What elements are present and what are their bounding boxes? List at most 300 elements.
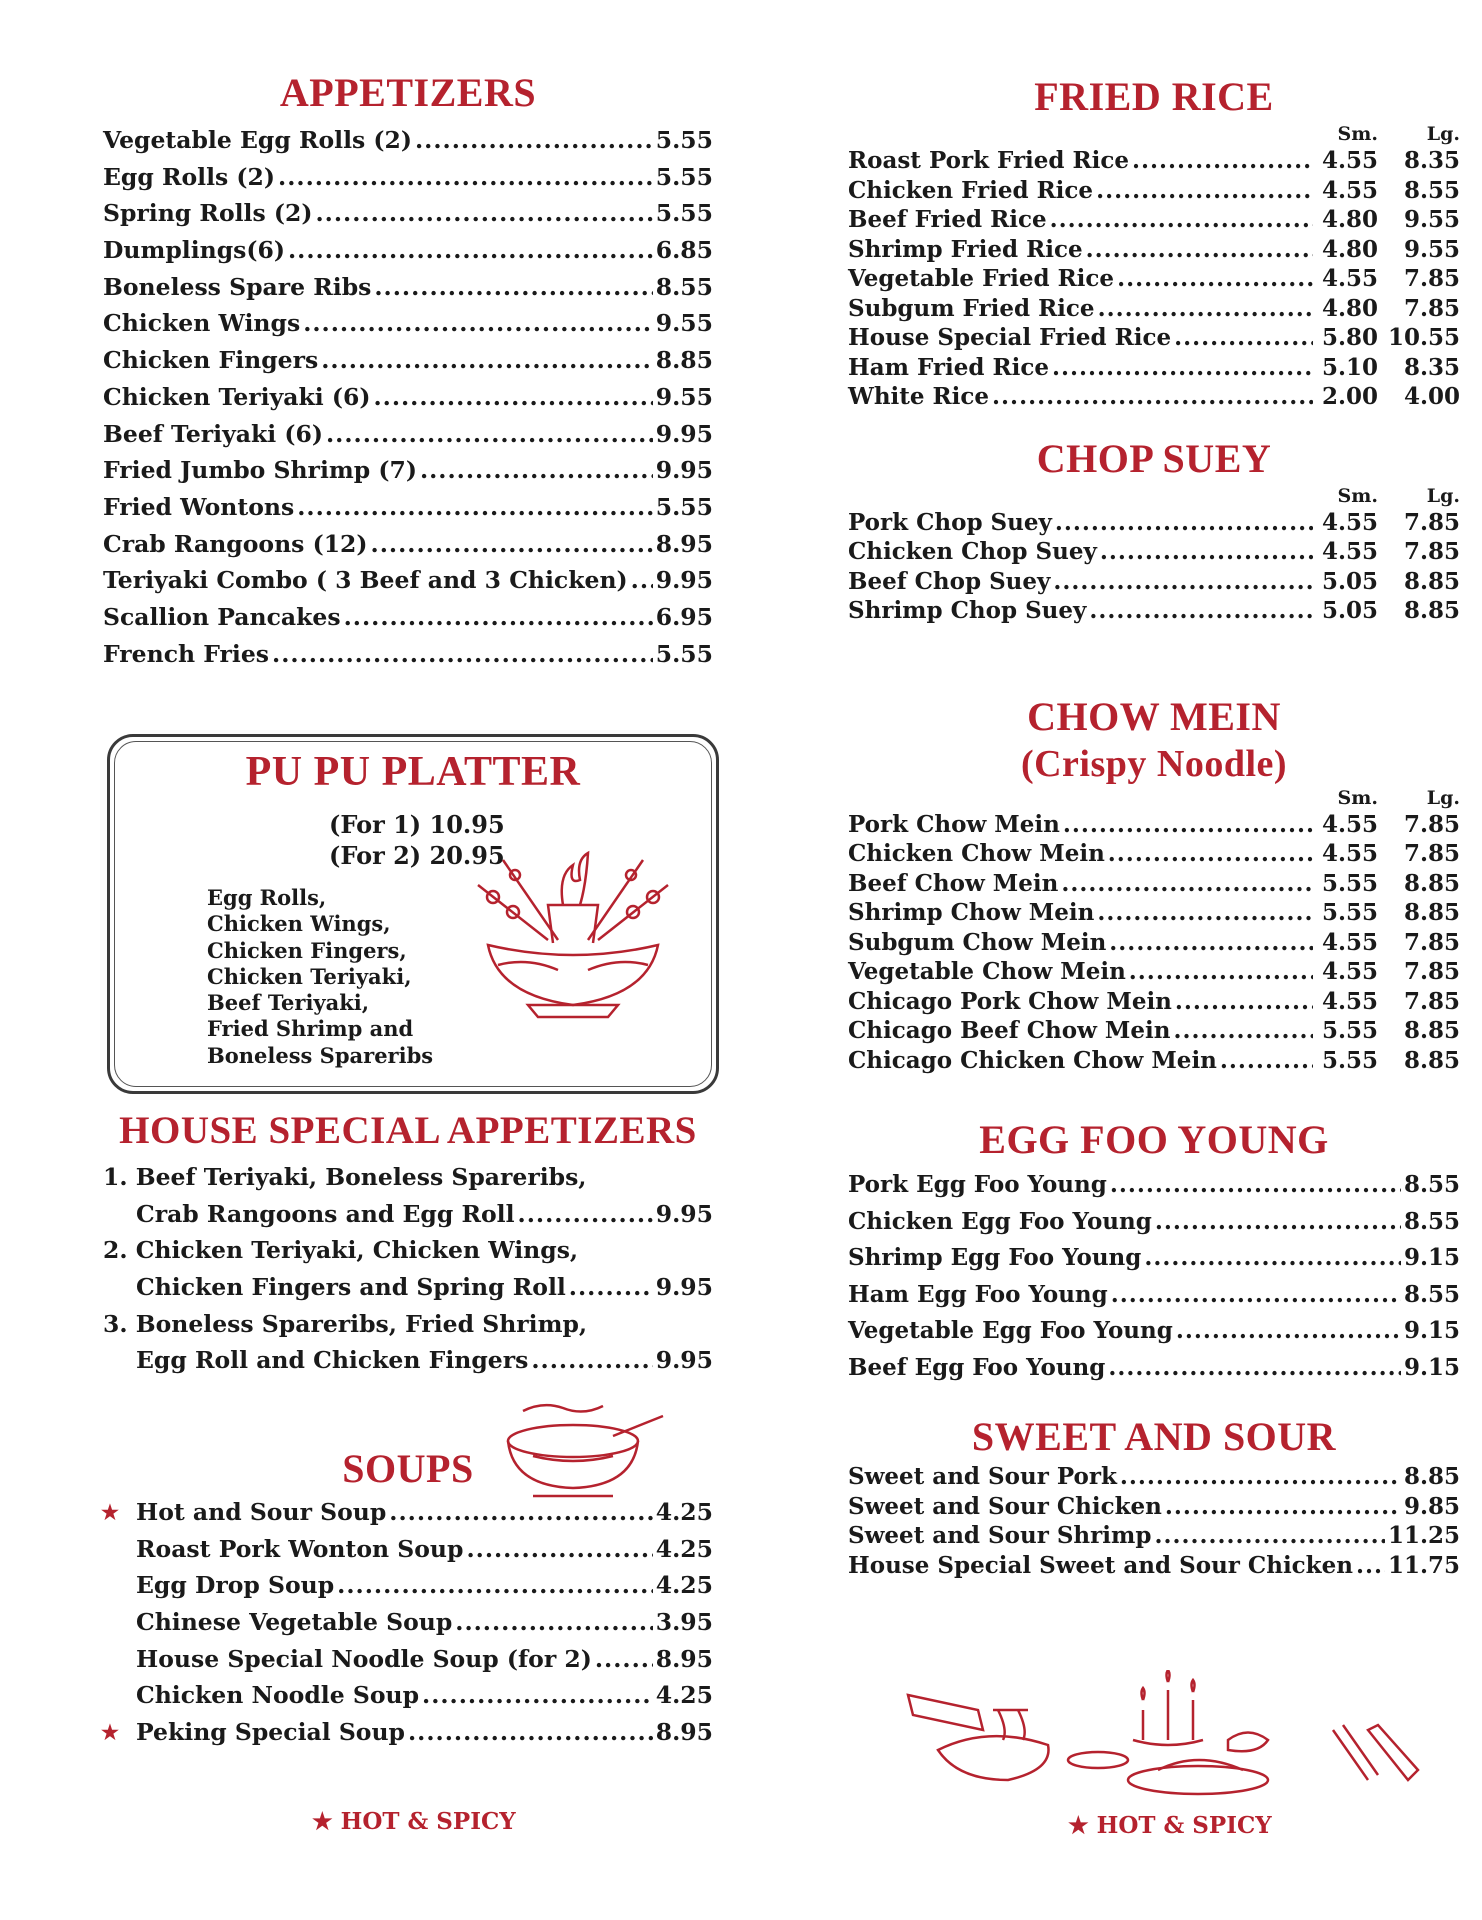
item-name: Sweet and Sour Chicken bbox=[848, 1492, 1162, 1520]
menu-item-row bbox=[848, 957, 1460, 987]
menu-item-row bbox=[848, 1204, 1460, 1241]
item-name bbox=[103, 1641, 592, 1678]
menu-item-row bbox=[848, 1551, 1460, 1581]
item-price-large: 8.85 bbox=[1403, 597, 1460, 624]
item-name: Shrimp Chow Mein bbox=[848, 899, 1095, 926]
hot-spicy-star-icon: ★ bbox=[101, 1500, 119, 1524]
item-name: Sweet and Sour Shrimp bbox=[848, 1522, 1152, 1549]
fried-rice-list bbox=[848, 146, 1460, 412]
dot-leader bbox=[518, 1196, 653, 1233]
dot-leader bbox=[1055, 508, 1313, 538]
pupu-include-item: Fried Shrimp and bbox=[207, 1016, 414, 1042]
item-price-small: 4.55 bbox=[1321, 958, 1378, 985]
dot-leader bbox=[1220, 1046, 1313, 1076]
menu-item-row bbox=[103, 1531, 713, 1568]
appetizers-list bbox=[103, 122, 713, 672]
size-lg-label: Lg. bbox=[1426, 123, 1460, 145]
dot-leader bbox=[422, 1677, 653, 1714]
item-price: 6.95 bbox=[655, 602, 713, 631]
size-sm-label: Sm. bbox=[1337, 786, 1378, 809]
item-price-small: 4.55 bbox=[1321, 176, 1378, 204]
size-sm-label: Sm. bbox=[1337, 123, 1378, 145]
pupu-price-for-2: (For 2) 20.95 bbox=[329, 841, 505, 870]
menu-item-row bbox=[103, 562, 713, 599]
menu-item-row bbox=[848, 235, 1460, 265]
house-special-list bbox=[103, 1159, 713, 1379]
menu-item-row bbox=[103, 489, 713, 526]
item-name-text: House Special Noodle Soup (for 2) bbox=[136, 1644, 592, 1673]
soups-section bbox=[103, 1396, 713, 1751]
item-name: Dumplings(6) bbox=[103, 236, 285, 265]
menu-item-row bbox=[848, 537, 1460, 567]
item-price: 3.95 bbox=[655, 1608, 713, 1637]
item-price: 9.85 bbox=[1403, 1492, 1460, 1520]
item-price-large: 8.85 bbox=[1403, 1046, 1460, 1074]
menu-item-row bbox=[848, 1521, 1460, 1551]
item-name: Chicken Fried Rice bbox=[848, 176, 1094, 204]
item-name bbox=[103, 1604, 452, 1641]
dot-leader bbox=[1097, 898, 1313, 928]
item-price-small: 4.55 bbox=[1321, 508, 1378, 536]
dot-leader bbox=[1165, 1492, 1401, 1522]
item-name: House Special Sweet and Sour Chicken bbox=[848, 1551, 1353, 1579]
menu-item-row bbox=[103, 232, 713, 269]
dot-leader bbox=[1061, 869, 1313, 899]
item-price: 9.95 bbox=[655, 1346, 713, 1375]
item-price-large: 8.35 bbox=[1403, 353, 1460, 381]
item-name: Ham Fried Rice bbox=[848, 353, 1049, 381]
house-special-item bbox=[103, 1196, 713, 1233]
pupu-platter-title: PU PU PLATTER bbox=[245, 749, 581, 795]
item-price: 8.85 bbox=[655, 346, 713, 375]
item-price: 8.95 bbox=[655, 1718, 713, 1747]
chow-mein-list bbox=[848, 810, 1460, 1076]
item-name: Shrimp Chop Suey bbox=[848, 597, 1087, 624]
dot-leader bbox=[344, 599, 653, 636]
menu-item-row bbox=[848, 810, 1460, 840]
soups-list bbox=[103, 1494, 713, 1751]
item-price: 11.25 bbox=[1387, 1522, 1460, 1549]
item-name: Ham Egg Foo Young bbox=[848, 1280, 1108, 1308]
item-name: Egg Roll and Chicken Fingers bbox=[136, 1346, 529, 1375]
item-price-large: 7.85 bbox=[1403, 958, 1460, 985]
hot-spicy-legend-left: ★ HOT & SPICY bbox=[312, 1808, 516, 1835]
item-name: Vegetable Egg Rolls (2) bbox=[103, 126, 412, 154]
menu-item-row bbox=[103, 122, 713, 159]
item-price: 8.95 bbox=[655, 529, 713, 558]
item-price-large: 9.55 bbox=[1403, 235, 1460, 263]
item-price-large: 7.85 bbox=[1403, 987, 1460, 1015]
house-special-item bbox=[103, 1342, 713, 1379]
item-name: Fried Wontons bbox=[103, 492, 295, 521]
item-name: Chicken Chop Suey bbox=[848, 538, 1097, 565]
item-price: 4.25 bbox=[655, 1534, 713, 1563]
dot-leader bbox=[1173, 1016, 1313, 1046]
dot-leader bbox=[315, 195, 652, 232]
item-price-small: 5.05 bbox=[1321, 597, 1378, 624]
pupu-includes bbox=[207, 885, 433, 1069]
item-price: 8.55 bbox=[1403, 1207, 1460, 1235]
menu-item-row bbox=[848, 1016, 1460, 1046]
item-price: 11.75 bbox=[1387, 1551, 1460, 1579]
item-price-large: 7.85 bbox=[1403, 294, 1460, 322]
dot-leader bbox=[1108, 839, 1313, 869]
item-name: Shrimp Egg Foo Young bbox=[848, 1244, 1142, 1271]
item-price-small: 4.80 bbox=[1321, 206, 1378, 233]
item-price-small: 4.80 bbox=[1321, 294, 1378, 322]
left-column bbox=[103, 68, 713, 672]
item-price: 9.15 bbox=[1403, 1244, 1460, 1271]
item-name: Roast Pork Fried Rice bbox=[848, 147, 1130, 174]
item-name: Pork Egg Foo Young bbox=[848, 1171, 1107, 1198]
house-special-section bbox=[103, 1106, 713, 1379]
item-name: Beef Fried Rice bbox=[848, 206, 1047, 233]
menu-item-row bbox=[848, 567, 1460, 597]
house-special-item bbox=[103, 1269, 713, 1306]
item-price-small: 5.05 bbox=[1321, 567, 1378, 595]
sweet-sour-list bbox=[848, 1462, 1460, 1580]
house-special-item-line1: 1. Beef Teriyaki, Boneless Spareribs, bbox=[103, 1163, 587, 1191]
item-price-small: 4.55 bbox=[1321, 538, 1378, 565]
item-price-large: 7.85 bbox=[1403, 508, 1460, 536]
menu-item-row bbox=[103, 342, 713, 379]
item-name bbox=[103, 1494, 386, 1531]
dot-leader bbox=[631, 562, 653, 599]
item-price-large: 8.85 bbox=[1403, 869, 1460, 897]
menu-item-row bbox=[848, 1313, 1460, 1350]
menu-item-row bbox=[848, 869, 1460, 899]
item-name-text: Chicken Noodle Soup bbox=[136, 1681, 420, 1710]
pupu-include-item: Beef Teriyaki, bbox=[207, 990, 370, 1016]
item-price-small: 4.55 bbox=[1321, 928, 1378, 956]
dot-leader bbox=[1053, 567, 1313, 597]
dot-leader bbox=[1117, 264, 1313, 294]
dot-leader bbox=[1110, 1167, 1401, 1204]
item-name: Vegetable Fried Rice bbox=[848, 265, 1115, 292]
item-name bbox=[103, 1567, 334, 1604]
item-name bbox=[103, 1714, 405, 1751]
item-name: Chicken Teriyaki (6) bbox=[103, 382, 371, 411]
dot-leader bbox=[1100, 537, 1313, 567]
egg-foo-young-list bbox=[848, 1167, 1460, 1386]
pupu-include-item: Egg Rolls, bbox=[207, 885, 327, 910]
item-price-small: 4.55 bbox=[1321, 147, 1378, 174]
item-price: 9.95 bbox=[655, 1199, 713, 1228]
item-name: Subgum Fried Rice bbox=[848, 294, 1095, 322]
item-name: Fried Jumbo Shrimp (7) bbox=[103, 456, 417, 485]
chow-mein-subtitle: (Crispy Noodle) bbox=[1020, 742, 1288, 785]
dot-leader bbox=[1050, 205, 1313, 235]
item-name: Shrimp Fried Rice bbox=[848, 235, 1083, 263]
dot-leader bbox=[595, 1641, 653, 1678]
item-name: Chicken Wings bbox=[103, 309, 301, 338]
dot-leader bbox=[272, 636, 653, 673]
menu-item-row bbox=[848, 1492, 1460, 1522]
dot-leader bbox=[1174, 323, 1313, 353]
menu-item-row bbox=[848, 508, 1460, 538]
house-special-item-line1: 2. Chicken Teriyaki, Chicken Wings, bbox=[103, 1236, 579, 1265]
item-name: Pork Chop Suey bbox=[848, 508, 1052, 536]
menu-item-row bbox=[848, 928, 1460, 958]
menu-item-row bbox=[848, 1240, 1460, 1277]
item-price-large: 8.35 bbox=[1403, 147, 1460, 174]
menu-item-row bbox=[103, 305, 713, 342]
item-price-small: 5.10 bbox=[1321, 353, 1378, 381]
dot-leader bbox=[288, 232, 653, 269]
menu-item-row bbox=[103, 379, 713, 416]
item-name: House Special Fried Rice bbox=[848, 324, 1172, 351]
item-name: Egg Rolls (2) bbox=[103, 162, 276, 191]
chop-suey-list bbox=[848, 508, 1460, 626]
dot-leader bbox=[1129, 957, 1313, 987]
dot-leader bbox=[1120, 1462, 1401, 1492]
item-name-text: Egg Drop Soup bbox=[136, 1571, 335, 1600]
item-price-small: 4.80 bbox=[1321, 235, 1378, 263]
item-price-large: 4.00 bbox=[1403, 383, 1460, 410]
item-price-large: 8.85 bbox=[1403, 567, 1460, 595]
item-name: Crab Rangoons (12) bbox=[103, 529, 368, 558]
item-name-text: Hot and Sour Soup bbox=[136, 1498, 387, 1526]
dot-leader bbox=[303, 305, 653, 342]
dot-leader bbox=[1111, 1277, 1401, 1314]
dining-table-illustration bbox=[898, 1670, 1428, 1800]
size-sm-label: Sm. bbox=[1337, 484, 1378, 507]
egg-foo-young-title: EGG FOO YOUNG bbox=[979, 1117, 1329, 1162]
dot-leader bbox=[531, 1342, 652, 1379]
item-name bbox=[103, 1531, 463, 1568]
menu-item-row bbox=[103, 452, 713, 489]
dot-leader bbox=[374, 269, 652, 306]
menu-item-row bbox=[848, 146, 1460, 176]
item-price-large: 7.85 bbox=[1403, 538, 1460, 565]
item-price-small: 2.00 bbox=[1321, 383, 1378, 410]
dot-leader bbox=[408, 1714, 653, 1751]
dot-leader bbox=[1108, 1350, 1401, 1387]
dot-leader bbox=[1356, 1551, 1385, 1581]
dot-leader bbox=[371, 526, 653, 563]
menu-item-row bbox=[103, 195, 713, 232]
item-name: Pork Chow Mein bbox=[848, 810, 1060, 838]
item-name: Spring Rolls (2) bbox=[103, 199, 313, 228]
item-price: 8.55 bbox=[1403, 1171, 1460, 1198]
chow-mein-title: CHOW MEIN bbox=[1027, 693, 1281, 739]
item-price-large: 9.55 bbox=[1403, 206, 1460, 233]
dot-leader bbox=[1144, 1240, 1401, 1277]
item-price: 4.25 bbox=[655, 1571, 713, 1600]
chow-mein-size-header bbox=[848, 786, 1460, 810]
item-name: Chicago Chicken Chow Mein bbox=[848, 1046, 1217, 1074]
menu-item-row bbox=[103, 1567, 713, 1604]
menu-item-row bbox=[848, 1350, 1460, 1387]
dot-leader bbox=[278, 159, 653, 196]
menu-item-row bbox=[848, 596, 1460, 626]
item-price: 9.55 bbox=[655, 309, 713, 338]
menu-item-row bbox=[103, 416, 713, 453]
hot-spicy-legend-right: ★ HOT & SPICY bbox=[1068, 1812, 1272, 1839]
dot-leader bbox=[1052, 353, 1313, 383]
item-price: 5.55 bbox=[655, 199, 713, 228]
item-price: 9.15 bbox=[1403, 1317, 1460, 1344]
dot-leader bbox=[466, 1531, 652, 1568]
menu-item-row bbox=[103, 599, 713, 636]
item-name-text: Roast Pork Wonton Soup bbox=[136, 1534, 464, 1563]
item-name-text: Chinese Vegetable Soup bbox=[136, 1608, 453, 1637]
dot-leader bbox=[321, 342, 653, 379]
menu-item-row bbox=[848, 1277, 1460, 1314]
menu-item-row bbox=[103, 159, 713, 196]
item-name: Beef Chow Mein bbox=[848, 869, 1059, 897]
pupu-include-item: Chicken Teriyaki, bbox=[207, 963, 412, 989]
item-price: 6.85 bbox=[655, 236, 713, 265]
pupu-include-item: Boneless Spareribs bbox=[207, 1042, 434, 1068]
item-price-small: 5.80 bbox=[1321, 324, 1378, 351]
item-price: 9.15 bbox=[1403, 1353, 1460, 1381]
menu-item-row bbox=[848, 323, 1460, 353]
item-price: 9.95 bbox=[655, 1273, 713, 1302]
dot-leader bbox=[373, 379, 652, 416]
item-price: 8.85 bbox=[1403, 1463, 1460, 1490]
item-price-small: 4.55 bbox=[1321, 987, 1378, 1015]
item-price-small: 4.55 bbox=[1321, 810, 1378, 838]
item-price: 5.55 bbox=[655, 639, 713, 668]
item-name: Scallion Pancakes bbox=[103, 602, 341, 631]
house-special-title: HOUSE SPECIAL APPETIZERS bbox=[119, 1109, 697, 1152]
item-name: Beef Teriyaki (6) bbox=[103, 419, 323, 448]
item-price-large: 7.85 bbox=[1403, 810, 1460, 838]
item-name: Beef Egg Foo Young bbox=[848, 1353, 1106, 1381]
dot-leader bbox=[297, 489, 653, 526]
item-name: Teriyaki Combo ( 3 Beef and 3 Chicken) bbox=[103, 566, 628, 595]
dot-leader bbox=[326, 416, 653, 453]
item-name: Vegetable Egg Foo Young bbox=[848, 1317, 1173, 1344]
dot-leader bbox=[1132, 146, 1313, 176]
dot-leader bbox=[337, 1567, 653, 1604]
item-price: 8.55 bbox=[1403, 1280, 1460, 1308]
item-price: 9.95 bbox=[655, 456, 713, 485]
item-price: 5.55 bbox=[655, 162, 713, 191]
soups-title: SOUPS bbox=[342, 1446, 474, 1491]
item-name: Sweet and Sour Pork bbox=[848, 1463, 1117, 1490]
size-lg-label: Lg. bbox=[1426, 786, 1460, 809]
item-name: French Fries bbox=[103, 639, 270, 668]
menu-item-row bbox=[848, 264, 1460, 294]
menu-item-row bbox=[848, 353, 1460, 383]
item-name: Chicken Chow Mein bbox=[848, 840, 1105, 867]
item-price: 9.55 bbox=[655, 382, 713, 411]
dot-leader bbox=[1176, 1313, 1401, 1350]
dot-leader bbox=[1089, 596, 1313, 626]
item-price-large: 7.85 bbox=[1403, 265, 1460, 292]
item-name: Vegetable Chow Mein bbox=[848, 958, 1126, 985]
dot-leader bbox=[1063, 810, 1313, 840]
menu-item-row bbox=[103, 1714, 713, 1751]
item-name: Chicago Pork Chow Mein bbox=[848, 987, 1172, 1015]
item-name: White Rice bbox=[848, 383, 990, 410]
item-name: Boneless Spare Ribs bbox=[103, 272, 372, 301]
menu-item-row bbox=[848, 294, 1460, 324]
pupu-platter-illustration bbox=[468, 845, 678, 1025]
item-name bbox=[103, 1677, 419, 1714]
item-name: Chicken Fingers bbox=[103, 346, 319, 375]
item-name: Chicago Beef Chow Mein bbox=[848, 1017, 1171, 1044]
pupu-include-item: Chicken Fingers, bbox=[207, 937, 407, 963]
chop-suey-title: CHOP SUEY bbox=[1036, 435, 1272, 481]
menu-item-row bbox=[103, 1677, 713, 1714]
item-name: Chicken Fingers and Spring Roll bbox=[136, 1273, 566, 1302]
item-price: 4.25 bbox=[655, 1681, 713, 1710]
menu-item-row bbox=[848, 1462, 1460, 1492]
item-price-small: 5.55 bbox=[1321, 899, 1378, 926]
dot-leader bbox=[1155, 1204, 1401, 1241]
hot-spicy-star-icon: ★ bbox=[101, 1720, 119, 1745]
item-price-large: 8.85 bbox=[1403, 1017, 1460, 1044]
item-price-small: 5.55 bbox=[1321, 1046, 1378, 1074]
appetizers-title: APPETIZERS bbox=[279, 70, 537, 115]
menu-item-row bbox=[848, 1046, 1460, 1076]
sweet-sour-title: SWEET AND SOUR bbox=[971, 1414, 1337, 1459]
item-price: 9.95 bbox=[655, 566, 713, 595]
item-name: Crab Rangoons and Egg Roll bbox=[136, 1199, 515, 1228]
item-price-large: 10.55 bbox=[1387, 324, 1460, 351]
dot-leader bbox=[992, 382, 1313, 412]
item-price: 9.95 bbox=[655, 419, 713, 448]
item-name: Subgum Chow Mein bbox=[848, 928, 1107, 956]
dot-leader bbox=[455, 1604, 652, 1641]
item-price-small: 5.55 bbox=[1321, 869, 1378, 897]
item-name-text: Peking Special Soup bbox=[136, 1718, 405, 1747]
menu-item-row bbox=[848, 898, 1460, 928]
fried-rice-size-header bbox=[848, 122, 1460, 146]
size-lg-label: Lg. bbox=[1426, 484, 1460, 507]
item-name: Beef Chop Suey bbox=[848, 567, 1051, 595]
item-price: 5.55 bbox=[655, 126, 713, 154]
dot-leader bbox=[420, 452, 653, 489]
item-price-small: 4.55 bbox=[1321, 265, 1378, 292]
house-special-item-line1: 3. Boneless Spareribs, Fried Shrimp, bbox=[103, 1309, 588, 1338]
menu-item-row bbox=[848, 382, 1460, 412]
item-price-large: 8.85 bbox=[1403, 899, 1460, 926]
pupu-platter-box bbox=[107, 734, 719, 1094]
fried-rice-title: FRIED RICE bbox=[1034, 74, 1274, 119]
menu-item-row bbox=[103, 269, 713, 306]
dot-leader bbox=[1175, 987, 1313, 1017]
item-price-large: 7.85 bbox=[1403, 928, 1460, 956]
menu-item-row bbox=[103, 1604, 713, 1641]
dot-leader bbox=[1096, 176, 1313, 206]
dot-leader bbox=[569, 1269, 653, 1306]
menu-item-row bbox=[103, 636, 713, 673]
item-price: 4.25 bbox=[655, 1498, 713, 1526]
menu-item-row bbox=[848, 987, 1460, 1017]
menu-item-row bbox=[848, 176, 1460, 206]
dot-leader bbox=[1098, 294, 1313, 324]
item-name: Chicken Egg Foo Young bbox=[848, 1207, 1152, 1235]
item-price-small: 4.55 bbox=[1321, 840, 1378, 867]
dot-leader bbox=[1086, 235, 1313, 265]
dot-leader bbox=[1154, 1521, 1385, 1551]
item-price-large: 7.85 bbox=[1403, 840, 1460, 867]
menu-item-row bbox=[848, 1167, 1460, 1204]
menu-item-row bbox=[103, 1641, 713, 1678]
right-column bbox=[848, 72, 1460, 1580]
soup-tureen-illustration bbox=[493, 1396, 673, 1506]
item-price-small: 5.55 bbox=[1321, 1017, 1378, 1044]
pupu-include-item: Chicken Wings, bbox=[207, 911, 391, 937]
dot-leader bbox=[1109, 928, 1313, 958]
menu-item-row bbox=[848, 839, 1460, 869]
menu-item-row bbox=[848, 205, 1460, 235]
pupu-price-for-1: (For 1) 10.95 bbox=[329, 810, 505, 839]
